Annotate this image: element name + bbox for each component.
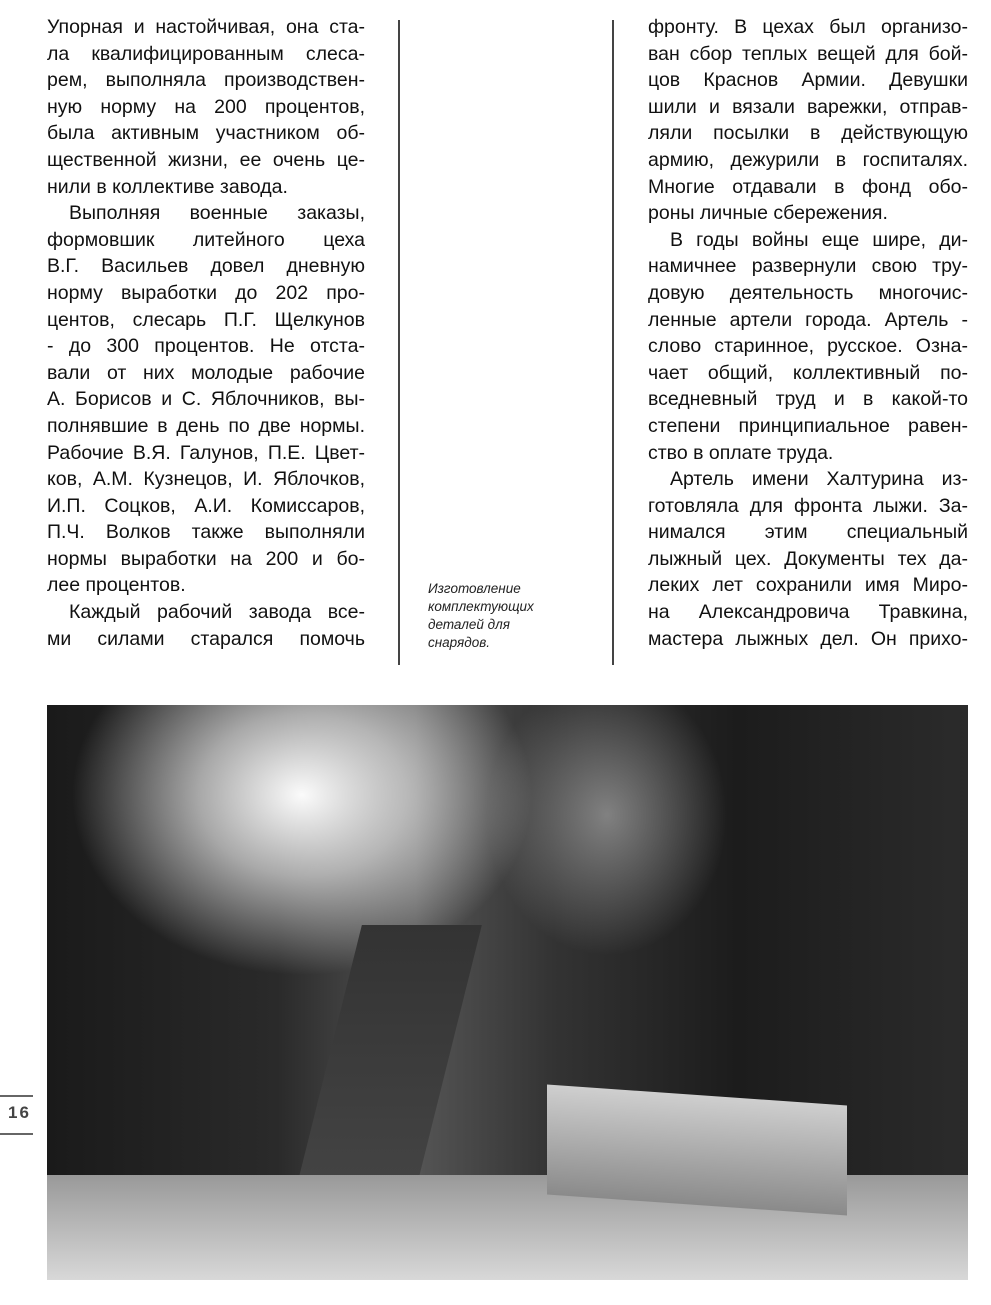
text-line: ван сбор теплых вещей для бой- — [648, 42, 968, 65]
text-line: ми силами старался помочь — [47, 627, 365, 650]
text-line: ков, А.М. Кузнецов, И. Яблочков, — [47, 468, 365, 491]
text-line: А. Борисов и С. Яблочников, вы- — [47, 388, 365, 411]
page-number-rule — [0, 1095, 33, 1097]
text-line: щественной жизни, ее очень це- — [47, 148, 365, 171]
caption-line: комплектующих — [428, 599, 534, 614]
text-line: ла квалифицированным слеса- — [47, 42, 365, 65]
text-line: степени принципиальное равен- — [648, 414, 968, 437]
text-line: рем, выполняла производствен- — [47, 69, 365, 92]
text-line: ство в оплате труда. — [648, 441, 834, 464]
text-line: слово старинное, русское. Озна- — [648, 335, 968, 358]
text-line: лее процентов. — [47, 574, 186, 597]
text-line: фронту. В цехах был организо- — [648, 16, 968, 38]
text-line: вседневный труд и в какой-то — [648, 388, 968, 411]
text-line: вали от них молодые рабочие — [47, 361, 365, 384]
text-line: норму выработки до 202 про- — [47, 281, 365, 304]
text-line: ленные артели города. Артель - — [648, 308, 968, 331]
text-line: ную норму на 200 процентов, — [47, 95, 365, 118]
text-line: формовшик литейного цеха — [47, 228, 365, 251]
text-line: роны личные сбережения. — [648, 202, 888, 225]
text-line: намичнее развернули свою тру- — [648, 255, 968, 278]
caption-line: снарядов. — [428, 635, 491, 650]
column-divider — [398, 20, 400, 665]
parts-box — [547, 1085, 847, 1216]
text-line: на Александровича Травкина, — [648, 601, 968, 624]
text-line: готовляла для фронта лыжи. За- — [648, 494, 968, 517]
text-line: - до 300 процентов. Не отста- — [47, 335, 365, 358]
text-line: нимался этим специальный — [648, 521, 968, 544]
text-line: центов, слесарь П.Г. Щелкунов — [47, 308, 365, 331]
text-line: Артель имени Халтурина из- — [670, 468, 968, 491]
text-line: довую деятельность многочис- — [648, 281, 968, 304]
text-line: армию, дежурили в госпиталях. — [648, 148, 968, 171]
text-line: ляли посылки в действующую — [648, 122, 968, 145]
page-number-rule — [0, 1133, 33, 1135]
text-column-left — [47, 14, 365, 652]
text-line: Многие отдавали в фонд обо- — [648, 175, 968, 198]
text-line: И.П. Соцков, А.И. Комиссаров, — [47, 494, 365, 517]
text-line: Упорная и настойчивая, она ста- — [47, 16, 365, 38]
text-line: В годы войны еще шире, ди- — [670, 228, 968, 251]
text-line: нормы выработки на 200 и бо- — [47, 547, 365, 570]
text-line: нили в коллективе завода. — [47, 175, 288, 198]
column-divider — [612, 20, 614, 665]
text-line: шили и вязали варежки, отправ- — [648, 95, 968, 118]
text-line: В.Г. Васильев довел дневную — [47, 255, 365, 278]
text-line: чает общий, коллективный по- — [648, 361, 968, 384]
text-line: мастера лыжных дел. Он прихо- — [648, 627, 968, 650]
text-line: полнявшие в день по две нормы. — [47, 414, 365, 437]
text-line: Рабочие В.Я. Галунов, П.Е. Цвет- — [47, 441, 365, 464]
text-line: леких лет сохранили имя Миро- — [648, 574, 968, 597]
text-line: была активным участником об- — [47, 122, 365, 145]
text-line: лыжный цех. Документы тех да- — [648, 547, 968, 570]
factory-workers-photo — [47, 705, 968, 1280]
text-line: Выполняя военные заказы, — [69, 202, 365, 225]
caption-line: деталей для — [428, 617, 510, 632]
text-column-right — [648, 14, 968, 652]
page-number: 16 — [8, 1103, 31, 1122]
text-line: цов Краснов Армии. Девушки — [648, 69, 968, 92]
text-line: П.Ч. Волков также выполняли — [47, 521, 365, 544]
photo-caption — [428, 580, 534, 652]
caption-line: Изготовление — [428, 581, 521, 596]
text-line: Каждый рабочий завода все- — [69, 601, 365, 624]
